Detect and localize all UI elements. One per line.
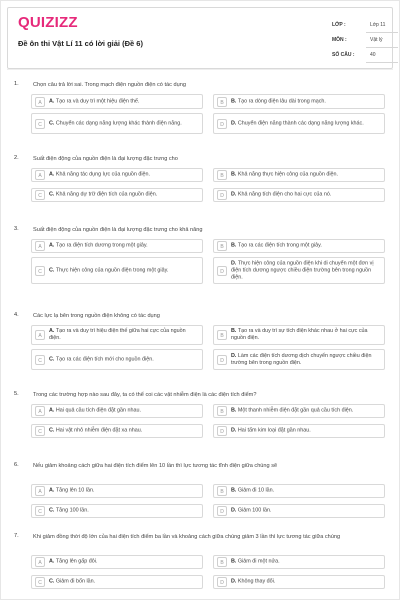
option-label: A. [49, 242, 55, 249]
option-text [49, 408, 198, 415]
option-body: Tạo ra và duy trì sự tích điện khác nhau ở hai cực của nguồn điện. [231, 328, 368, 341]
option-label: C. [49, 578, 55, 585]
meta-row-subject [332, 34, 392, 49]
option-label: D. [231, 427, 237, 434]
option-text [231, 488, 380, 495]
option-letter-box: C [35, 577, 45, 587]
option-text [49, 428, 198, 435]
option-body: Tăng lên gấp đôi. [55, 558, 98, 565]
option-body: Hai tấm kim loại đặt gần nhau. [237, 427, 311, 434]
answer-option-c[interactable] [31, 424, 203, 438]
meta-value: Lớp 11 [370, 22, 386, 28]
answer-option-c[interactable] [31, 257, 203, 284]
answer-option-d[interactable] [213, 113, 385, 134]
option-letter-box: D [217, 119, 227, 129]
answer-option-d[interactable] [213, 575, 385, 589]
option-letter-box: A [35, 486, 45, 496]
question-number: 7. [14, 533, 19, 539]
option-body: Giảm đi một nửa. [237, 558, 280, 565]
option-body: Hai quả cầu tích điện đặt gần nhau. [55, 407, 142, 414]
option-text [231, 408, 380, 415]
option-label: D. [231, 120, 237, 126]
option-body: Một thanh nhiễm điện đặt gần quả cầu tích điện. [237, 407, 354, 414]
option-body: Giảm đi 10 lần. [237, 487, 275, 494]
option-body: Tạo ra các điện tích trong một giây. [237, 242, 322, 249]
meta-label: SỐ CÂU : [332, 52, 355, 58]
option-body: Giảm đi bốn lần. [55, 578, 96, 585]
option-letter-box: C [35, 506, 45, 516]
option-letter-box: B [217, 330, 227, 340]
option-text [231, 192, 380, 199]
question-text: Nếu giảm khoảng cách giữa hai điện tích điểm lên 10 lần thì lực tương tác tĩnh điện giữa chúng sẽ [33, 463, 278, 469]
option-body: Tạo ra và duy trì một hiệu điện thế. [55, 98, 140, 104]
option-text [231, 559, 380, 566]
answer-option-d[interactable] [213, 504, 385, 518]
question-text: Khi giảm đồng thời độ lớn của hai điện tích điểm ba lần và khoảng cách giữa chúng giảm 3 lần thì lực tương tác giữa chúng [33, 534, 341, 540]
answer-option-c[interactable] [31, 349, 203, 370]
option-body: Chuyển các dạng năng lượng khác thành điện năng. [55, 120, 182, 126]
meta-value: Vật lý [370, 37, 383, 43]
option-body: Tăng 100 lần. [55, 507, 89, 514]
option-letter-box: C [35, 426, 45, 436]
option-text [231, 120, 380, 127]
question-number: 4. [14, 312, 19, 318]
option-body: Thực hiện công của nguồn điện trong một giây. [55, 267, 169, 273]
option-text [49, 243, 198, 250]
option-label: D. [231, 260, 237, 266]
answer-option-c[interactable] [31, 113, 203, 134]
option-body: Tăng lên 10 lần. [55, 487, 95, 494]
option-letter-box: B [217, 241, 227, 251]
option-body: Chuyển điện năng thành các dạng năng lượng khác. [237, 120, 364, 126]
option-text [49, 120, 198, 127]
option-label: A. [49, 487, 55, 494]
page-title: Đề ôn thi Vật Lí 11 có lời giải (Đề 6) [18, 39, 143, 48]
option-label: D. [231, 507, 237, 514]
answer-option-a[interactable] [31, 94, 203, 109]
meta-row-question-count [332, 49, 392, 64]
option-label: B. [231, 407, 237, 414]
option-body: Không thay đổi. [237, 578, 276, 585]
question-number: 5. [14, 391, 19, 397]
option-label: C. [49, 191, 55, 198]
option-label: C. [49, 356, 55, 362]
answer-option-d[interactable] [213, 257, 385, 284]
meta-value: 40 [370, 52, 376, 58]
option-letter-box: B [217, 97, 227, 107]
question-number: 6. [14, 462, 19, 468]
question-number: 3. [14, 226, 19, 232]
option-label: B. [231, 98, 237, 104]
option-body: Khả năng tích điện cho hai cực của nó. [237, 191, 332, 198]
worksheet-header [7, 7, 393, 69]
question-text: Suất điện động của nguồn điện là đại lượng đặc trưng cho khả năng [33, 227, 203, 233]
question-number: 2. [14, 155, 19, 161]
option-label: D. [231, 352, 237, 359]
option-label: B. [231, 328, 237, 334]
option-text [49, 192, 198, 199]
meta-label: LỚP : [332, 22, 346, 28]
option-text [231, 579, 380, 586]
answer-option-b[interactable] [213, 404, 385, 418]
option-text [231, 428, 380, 435]
answer-option-a[interactable] [31, 404, 203, 418]
answer-option-a[interactable] [31, 325, 203, 345]
option-label: A. [49, 328, 55, 334]
question-text: Suất điện động của nguồn điện là đại lượng đặc trưng cho [33, 156, 178, 162]
option-text [49, 488, 198, 495]
option-body: Hai vật nhỏ nhiễm điện đặt xa nhau. [55, 427, 143, 434]
option-body: Khả năng thực hiện công của nguồn điện. [237, 171, 339, 178]
answer-option-b[interactable] [213, 168, 385, 182]
option-letter-box: A [35, 170, 45, 180]
option-body: Làm các điện tích dương dịch chuyển ngược chiều điện trường bên trong nguồn điện. [231, 352, 372, 366]
option-text [49, 579, 198, 586]
answer-option-a[interactable] [31, 239, 203, 253]
option-body: Thực hiện công của nguồn điện khi di chuyển một đơn vị điện tích dương ngược chiều điện trường bên trong nguồn điện. [231, 260, 374, 280]
option-text [49, 267, 198, 274]
option-text [231, 353, 380, 367]
option-label: C. [49, 427, 55, 434]
answer-option-b[interactable] [213, 484, 385, 498]
option-text [49, 508, 198, 515]
option-letter-box: D [217, 355, 227, 365]
option-text [231, 172, 380, 179]
option-body: Tạo ra và duy trì hiệu điện thế giữa hai cực của nguồn điện. [49, 328, 186, 341]
answer-option-b[interactable] [213, 325, 385, 345]
option-body: Tạo ra dòng điện lâu dài trong mạch. [237, 98, 326, 104]
option-letter-box: D [217, 190, 227, 200]
option-label: C. [49, 507, 55, 514]
option-label: C. [49, 267, 55, 273]
option-letter-box: B [217, 557, 227, 567]
quizizz-logo: QUIZIZZ [18, 14, 78, 31]
answer-option-c[interactable] [31, 575, 203, 589]
option-label: B. [231, 487, 237, 494]
option-letter-box: C [35, 266, 45, 276]
option-letter-box: A [35, 330, 45, 340]
option-letter-box: B [217, 406, 227, 416]
option-body: Tạo ra các điện tích mới cho nguồn điện. [55, 356, 154, 362]
option-letter-box: B [217, 170, 227, 180]
option-letter-box: C [35, 355, 45, 365]
answer-option-a[interactable] [31, 484, 203, 498]
answer-option-c[interactable] [31, 504, 203, 518]
option-body: Khả năng tác dụng lực của nguồn điện. [55, 171, 151, 178]
option-letter-box: A [35, 406, 45, 416]
option-text [49, 172, 198, 179]
option-letter-box: D [217, 506, 227, 516]
option-label: B. [231, 558, 237, 565]
option-letter-box: C [35, 119, 45, 129]
option-label: C. [49, 120, 55, 126]
option-label: A. [49, 98, 55, 104]
option-label: A. [49, 407, 55, 414]
question-number: 1. [14, 81, 19, 87]
answer-option-d[interactable] [213, 349, 385, 370]
option-text [231, 98, 380, 105]
option-text [231, 243, 380, 250]
option-body: Tạo ra điện tích dương trong một giây. [55, 242, 148, 249]
answer-option-c[interactable] [31, 188, 203, 202]
option-letter-box: A [35, 97, 45, 107]
header-divider [7, 69, 393, 70]
option-label: B. [231, 171, 237, 178]
option-label: A. [49, 558, 55, 565]
question-text: Chọn câu trả lời sai. Trong mạch điện nguồn điện có tác dụng [33, 82, 186, 88]
option-letter-box: D [217, 266, 227, 276]
option-label: D. [231, 191, 237, 198]
option-text [231, 260, 380, 281]
answer-option-b[interactable] [213, 94, 385, 109]
worksheet-meta [332, 19, 392, 64]
option-body: Giảm 100 lần. [237, 507, 272, 514]
option-text [231, 328, 380, 342]
option-text [49, 98, 198, 105]
answer-option-a[interactable] [31, 168, 203, 182]
answer-option-b[interactable] [213, 555, 385, 569]
option-text [49, 356, 198, 363]
option-text [49, 559, 198, 566]
option-label: A. [49, 171, 55, 178]
answer-option-d[interactable] [213, 188, 385, 202]
option-text [231, 508, 380, 515]
option-label: D. [231, 578, 237, 585]
option-letter-box: A [35, 557, 45, 567]
option-letter-box: A [35, 241, 45, 251]
question-text: Trong các trường hợp nào sau đây, ta có thể coi các vật nhiễm điện là các điện tích điểm? [33, 392, 257, 398]
option-letter-box: D [217, 577, 227, 587]
option-text [49, 328, 198, 342]
answer-option-b[interactable] [213, 239, 385, 253]
option-body: Khả năng dự trữ điện tích của nguồn điện. [55, 191, 158, 198]
option-letter-box: B [217, 486, 227, 496]
meta-row-class [332, 19, 392, 34]
option-label: B. [231, 242, 237, 249]
option-letter-box: C [35, 190, 45, 200]
question-text: Các lực lạ bên trong nguồn điện không có tác dụng [33, 313, 160, 319]
answer-option-d[interactable] [213, 424, 385, 438]
meta-label: MÔN : [332, 37, 347, 43]
option-letter-box: D [217, 426, 227, 436]
answer-option-a[interactable] [31, 555, 203, 569]
